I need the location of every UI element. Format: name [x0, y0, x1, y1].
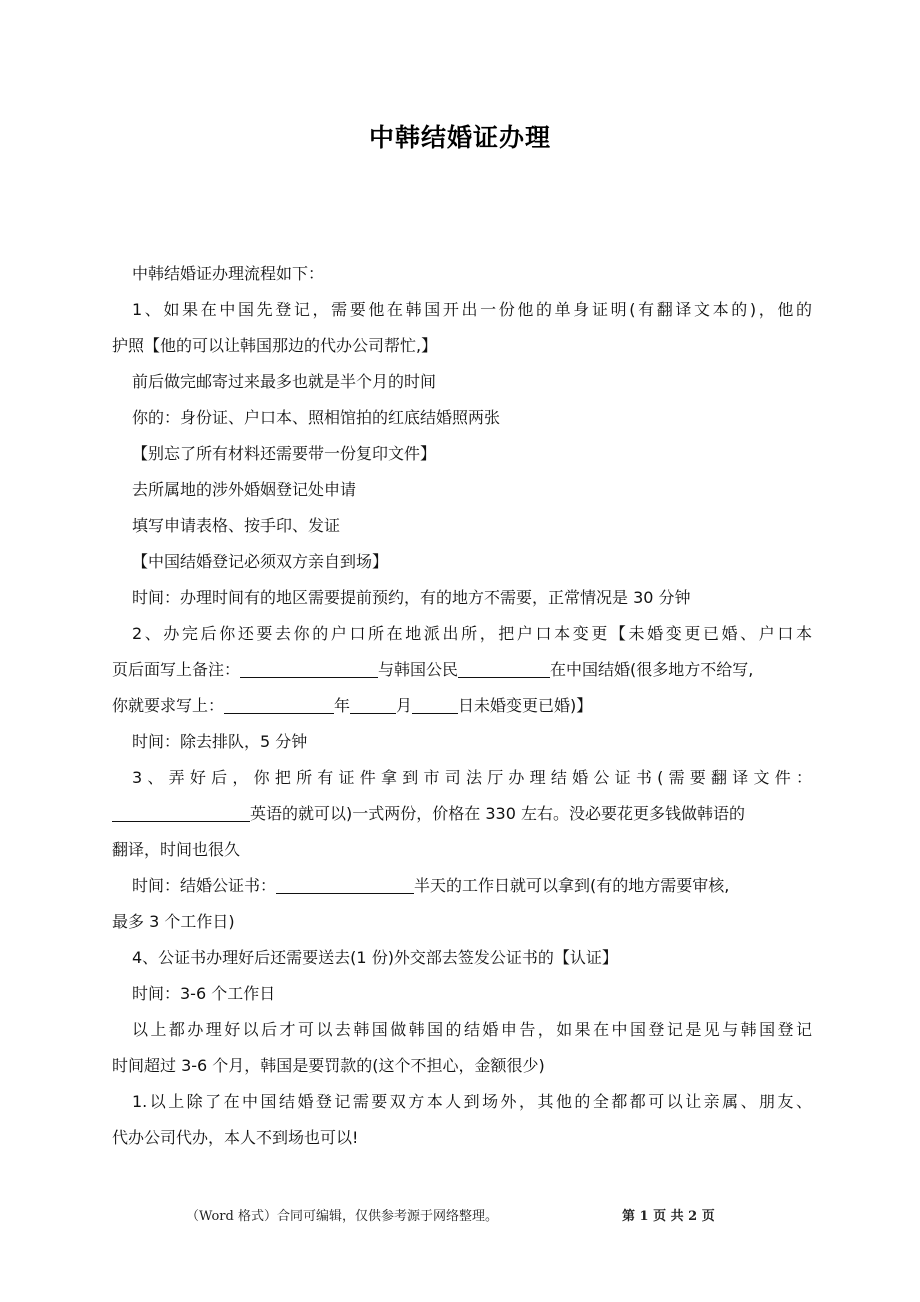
paragraph-line: 【别忘了所有材料还需要带一份复印文件】: [132, 444, 437, 463]
paragraph-line: 时间：3-6 个工作日: [132, 984, 276, 1003]
blank-underline: [276, 875, 414, 894]
document-body: [112, 256, 812, 1156]
text-segment: 半天的工作日就可以拿到(有的地方需要审核,: [414, 876, 730, 895]
paragraph-line: 时间：办理时间有的地区需要提前预约，有的地方不需要，正常情况是 30 分钟: [132, 588, 691, 607]
paragraph-line: 翻译，时间也很久: [112, 840, 241, 859]
blank-underline: [224, 695, 334, 714]
paragraph-line: 去所属地的涉外婚姻登记处申请: [132, 480, 357, 499]
blank-underline: [458, 659, 550, 678]
paragraph-line: 时间：除去排队，5 分钟: [132, 732, 308, 751]
text-segment: 在中国结婚(很多地方不给写,: [550, 660, 754, 679]
text-segment: 与韩国公民: [378, 660, 459, 679]
paragraph-line: 1.以上除了在中国结婚登记需要双方本人到场外，其他的全都都可以让亲属、朋友、: [132, 1092, 812, 1111]
paragraph-line: 代办公司代办，本人不到场也可以!: [112, 1128, 359, 1147]
text-segment: 月: [396, 696, 413, 715]
paragraph-line: 最多 3 个工作日): [112, 912, 235, 931]
paragraph-line: 填写申请表格、按手印、发证: [132, 516, 341, 535]
paragraph-line: 你的：身份证、户口本、照相馆拍的红底结婚照两张: [132, 408, 501, 427]
text-segment: 年: [334, 696, 351, 715]
paragraph-line: 护照【他的可以让韩国那边的代办公司帮忙,】: [112, 336, 438, 355]
footer-note: （Word 格式）合同可编辑，仅供参考源于网络整理。: [186, 1209, 498, 1224]
paragraph-line: 以上都办理好以后才可以去韩国做韩国的结婚申告，如果在中国登记是见与韩国登记: [132, 1020, 812, 1039]
paragraph-line: [112, 652, 812, 688]
paragraph-line: 中韩结婚证办理流程如下：: [132, 264, 325, 283]
blank-underline: [240, 659, 378, 678]
paragraph-line: 4、公证书办理好后还需要送去(1 份)外交部去签发公证书的【认证】: [132, 948, 618, 967]
text-segment: 时间：结婚公证书：: [132, 876, 277, 895]
paragraph-line: 2、办完后你还要去你的户口所在地派出所，把户口本变更【未婚变更已婚、户口本: [132, 624, 812, 643]
paragraph-line: [112, 688, 812, 724]
paragraph-line: 3、弄好后，你把所有证件拿到市司法厅办理结婚公证书(需要翻译文件：: [132, 768, 812, 787]
paragraph-line: 【中国结婚登记必须双方亲自到场】: [132, 552, 389, 571]
text-segment: 日未婚变更已婚)】: [458, 696, 593, 715]
paragraph-line: [112, 868, 812, 904]
blank-underline: [112, 803, 250, 822]
text-segment: 页后面写上备注：: [112, 660, 241, 679]
paragraph-line: [112, 796, 812, 832]
blank-underline: [412, 695, 458, 714]
blank-underline: [350, 695, 396, 714]
paragraph-line: 前后做完邮寄过来最多也就是半个月的时间: [132, 372, 437, 391]
paragraph-line: 1、如果在中国先登记，需要他在韩国开出一份他的单身证明(有翻译文本的)，他的: [132, 300, 812, 319]
document-title: 中韩结婚证办理: [368, 123, 551, 152]
paragraph-line: 时间超过 3-6 个月，韩国是要罚款的(这个不担心，金额很少): [112, 1056, 545, 1075]
text-segment: 英语的就可以)一式两份，价格在 330 左右。没必要花更多钱做韩语的: [250, 804, 745, 823]
text-segment: 你就要求写上：: [112, 696, 225, 715]
page-number: 第 1 页 共 2 页: [622, 1209, 715, 1224]
